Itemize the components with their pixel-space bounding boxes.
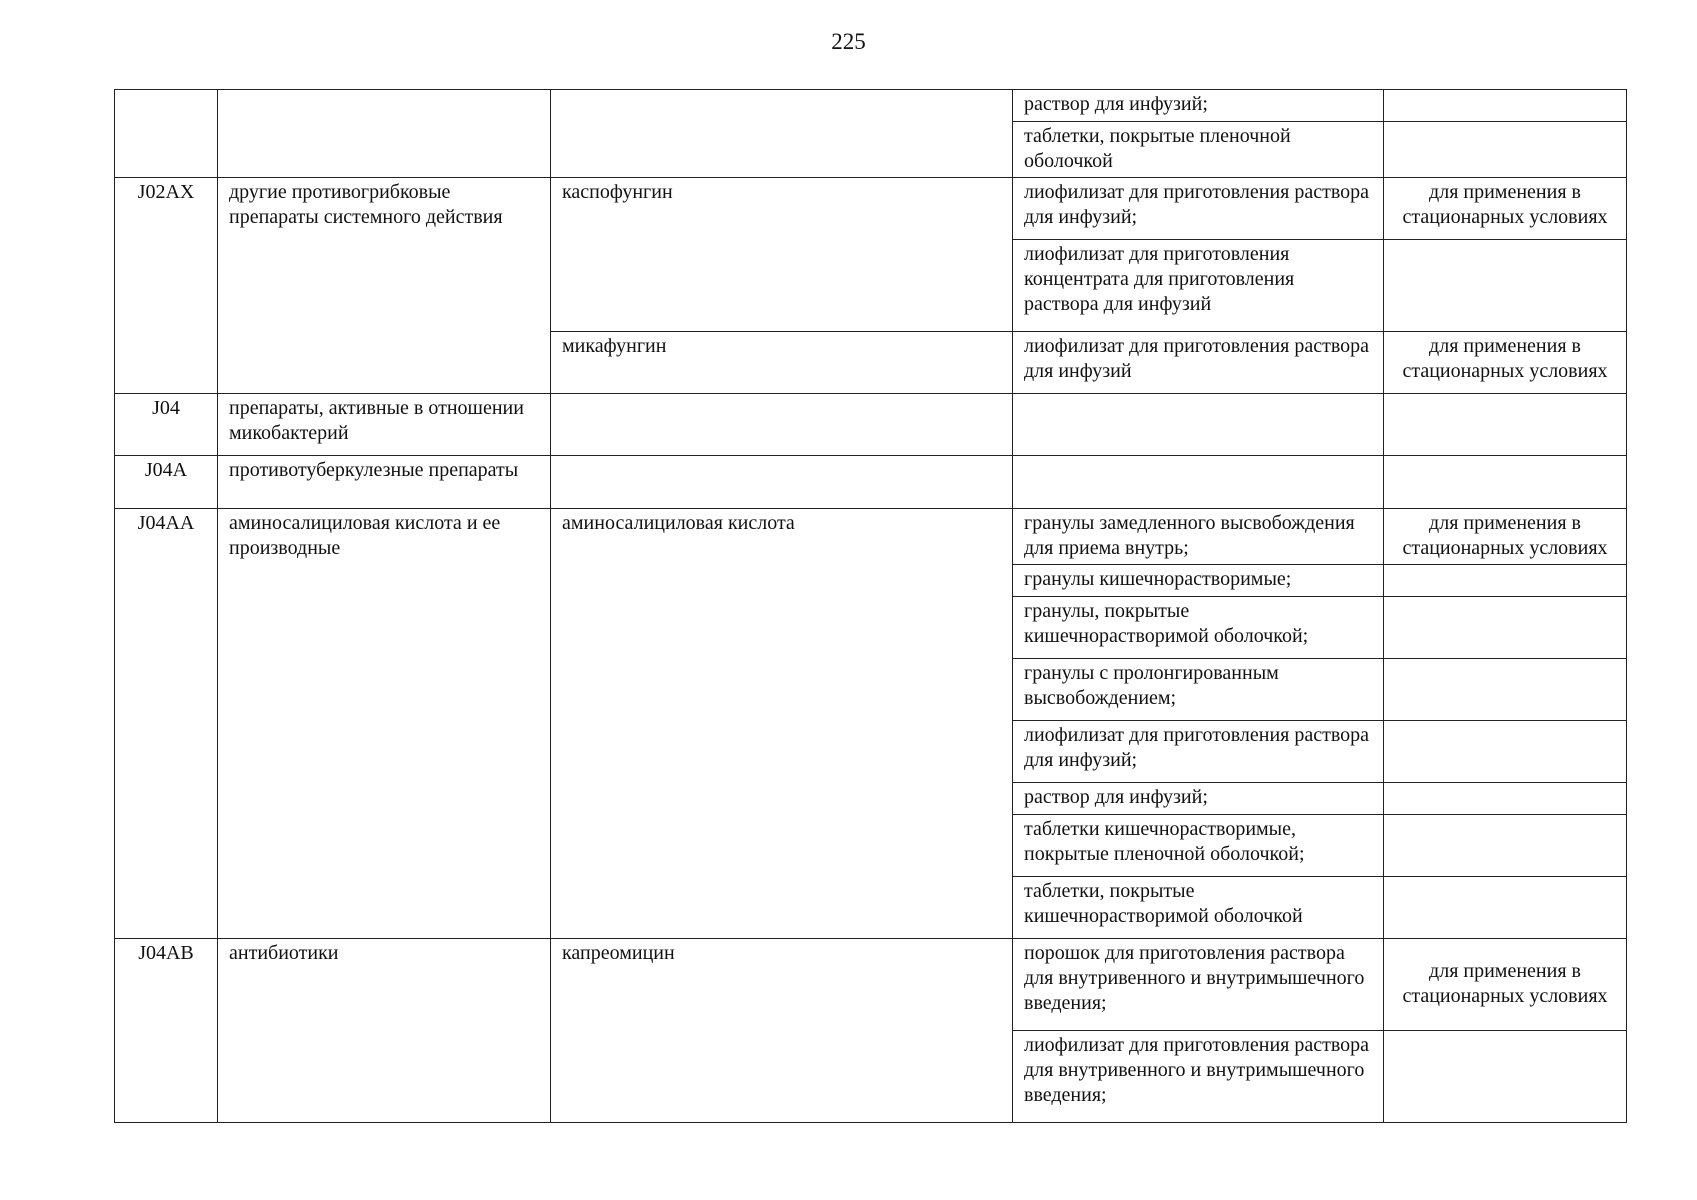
group-cell: аминосалициловая кислота и ее производные: [218, 509, 551, 939]
drug-name-cell: [551, 456, 1013, 509]
note-cell: [1384, 394, 1627, 456]
dosage-form-cell: лиофилизат для приготовления концентрата для приготовления раствора для инфузий: [1013, 240, 1384, 332]
note-cell: для применения в стационарных условиях: [1384, 178, 1627, 240]
drug-list-table: [114, 89, 1627, 1123]
note-cell: [1384, 783, 1627, 815]
drug-name-cell: капреомицин: [551, 939, 1013, 1123]
atc-code-cell: J04AA: [115, 509, 218, 939]
atc-code-cell: J04AB: [115, 939, 218, 1123]
dosage-form-cell: раствор для инфузий;: [1013, 783, 1384, 815]
dosage-form-cell: таблетки, покрытые кишечнорастворимой оболочкой: [1013, 877, 1384, 939]
dosage-form-cell: лиофилизат для приготовления раствора для инфузий;: [1013, 178, 1384, 240]
dosage-form-cell: лиофилизат для приготовления раствора для внутривенного и внутримышечного введения;: [1013, 1031, 1384, 1123]
drug-name-cell: [551, 394, 1013, 456]
note-cell: [1384, 597, 1627, 659]
drug-name-cell: микафунгин: [551, 332, 1013, 394]
dosage-form-cell: гранулы с пролонгированным высвобождением;: [1013, 659, 1384, 721]
note-cell: [1384, 721, 1627, 783]
note-cell: для применения в стационарных условиях: [1384, 939, 1627, 1031]
group-cell: противотуберкулезные препараты: [218, 456, 551, 509]
drug-name-cell: каспофунгин: [551, 178, 1013, 332]
dosage-form-cell: раствор для инфузий;: [1013, 90, 1384, 122]
table-row: [115, 456, 1627, 509]
dosage-form-cell: лиофилизат для приготовления раствора для инфузий: [1013, 332, 1384, 394]
dosage-form-cell: порошок для приготовления раствора для внутривенного и внутримышечного введения;: [1013, 939, 1384, 1031]
note-cell: [1384, 659, 1627, 721]
group-cell: другие противогрибковые препараты системного действия: [218, 178, 551, 394]
note-cell: [1384, 456, 1627, 509]
note-cell: для применения в стационарных условиях: [1384, 509, 1627, 565]
atc-code-cell: J04A: [115, 456, 218, 509]
note-cell: [1384, 815, 1627, 877]
dosage-form-cell: [1013, 456, 1384, 509]
note-cell: [1384, 90, 1627, 122]
dosage-form-cell: гранулы, покрытые кишечнорастворимой оболочкой;: [1013, 597, 1384, 659]
table-row: [115, 394, 1627, 456]
table-row: [115, 509, 1627, 565]
atc-code-cell: [115, 90, 218, 178]
table-row: [115, 90, 1627, 122]
note-cell: для применения в стационарных условиях: [1384, 332, 1627, 394]
page-number: 225: [831, 29, 866, 54]
dosage-form-cell: гранулы замедленного высвобождения для приема внутрь;: [1013, 509, 1384, 565]
table-row: [115, 178, 1627, 240]
dosage-form-cell: таблетки кишечнорастворимые, покрытые пленочной оболочкой;: [1013, 815, 1384, 877]
drug-name-cell: аминосалициловая кислота: [551, 509, 1013, 939]
dosage-form-cell: [1013, 394, 1384, 456]
dosage-form-cell: лиофилизат для приготовления раствора для инфузий;: [1013, 721, 1384, 783]
group-cell: препараты, активные в отношении микобактерий: [218, 394, 551, 456]
note-cell: [1384, 877, 1627, 939]
dosage-form-cell: гранулы кишечнорастворимые;: [1013, 565, 1384, 597]
drug-name-cell: [551, 90, 1013, 178]
group-cell: антибиотики: [218, 939, 551, 1123]
note-cell: [1384, 1031, 1627, 1123]
note-cell: [1384, 240, 1627, 332]
table-row: [115, 939, 1627, 1031]
atc-code-cell: J04: [115, 394, 218, 456]
note-cell: [1384, 565, 1627, 597]
atc-code-cell: J02AX: [115, 178, 218, 394]
group-cell: [218, 90, 551, 178]
dosage-form-cell: таблетки, покрытые пленочной оболочкой: [1013, 122, 1384, 178]
note-cell: [1384, 122, 1627, 178]
